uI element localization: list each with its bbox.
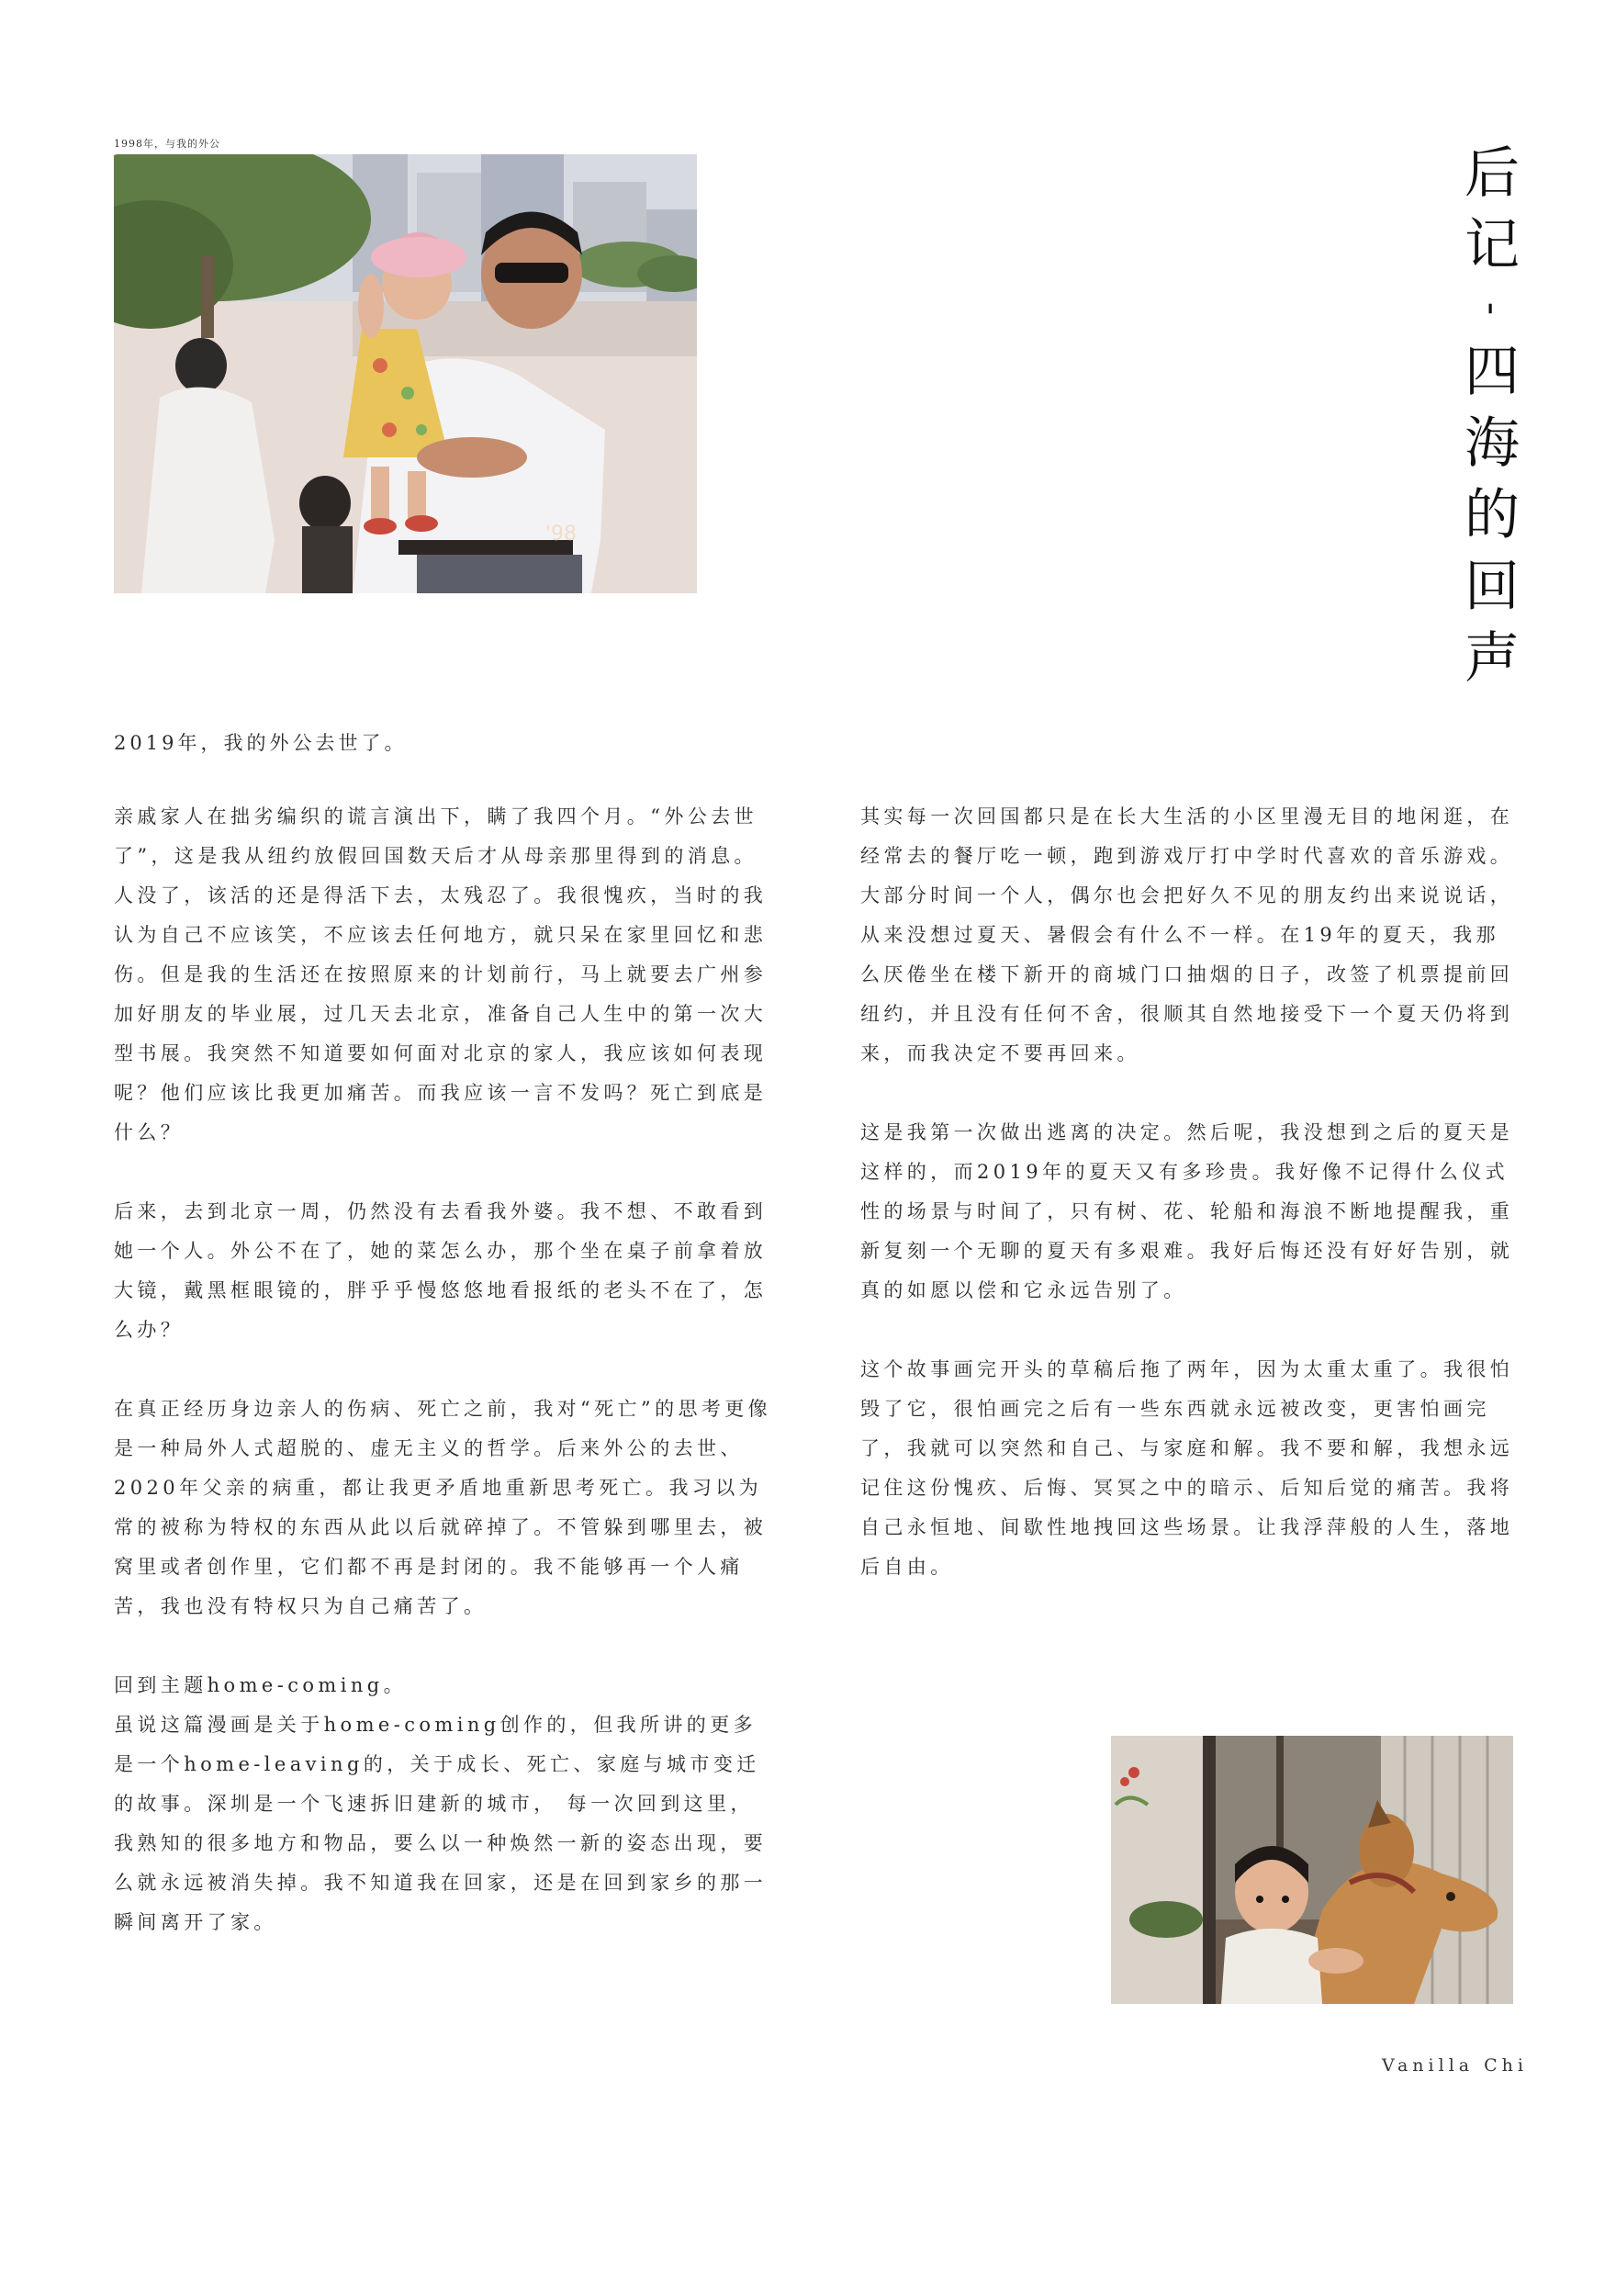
photo-illustration [114, 154, 697, 593]
left-column [114, 797, 775, 1982]
page-title [1455, 138, 1529, 694]
title-char: 回 [1464, 555, 1520, 619]
photo-date-stamp: '98 [545, 523, 578, 546]
photo-illustration [1111, 1736, 1513, 2004]
title-dash: - [1471, 301, 1513, 316]
author-signature: Vanilla Chi [1382, 2055, 1528, 2076]
title-char: 记 [1464, 213, 1520, 277]
title-char: 的 [1464, 483, 1520, 547]
title-char: 海 [1464, 411, 1520, 476]
title-char: 后 [1464, 141, 1520, 206]
paragraph: 在真正经历身边亲人的伤病、死亡之前，我对“死亡”的思考更像是一种局外人式超脱的、虚无主义的哲学。后来外公的去世、2020年父亲的病重，都让我更矛盾地重新思考死亡。我习以为常的被称为特权的东西从此以后就碎掉了。不管躲到哪里去，被窝里或者创作里，它们都不再是封闭的。我不能够再一个人痛苦，我也没有特权只为自己痛苦了。 [114, 1398, 772, 1617]
paragraph: 这个故事画完开头的草稿后拖了两年，因为太重太重了。我很怕毁了它，很怕画完之后有一些东西就永远被改变，更害怕画完了，我就可以突然和自己、与家庭和解。我不要和解，我想永远记住这份愧疚、后悔、冥冥之中的暗示、后知后觉的痛苦。我将自己永恒地、间歇性地拽回这些场景。让我浮萍般的人生，落地后自由。 [860, 1358, 1514, 1578]
title-char: 四 [1464, 340, 1520, 404]
right-column [860, 797, 1521, 1626]
paragraph: 这是我第一次做出逃离的决定。然后呢，我没想到之后的夏天是这样的，而2019年的夏天又有多珍贵。我好像不记得什么仪式性的场景与时间了，只有树、花、轮船和海浪不断地提醒我，重新复刻一个无聊的夏天有多艰难。我好后悔还没有好好告别，就真的如愿以偿和它永远告别了。 [860, 1121, 1514, 1301]
title-char: 声 [1464, 626, 1520, 691]
paragraph: 亲戚家人在拙劣编织的谎言演出下，瞒了我四个月。“外公去世了”，这是我从纽约放假回国数天后才从母亲那里得到的消息。人没了，该活的还是得活下去，太残忍了。我很愧疚，当时的我认为自己不应该笑，不应该去任何地方，就只呆在家里回忆和悲伤。但是我的生活还在按照原来的计划前行，马上就要去广州参加好朋友的毕业展，过几天去北京，准备自己人生中的第一次大型书展。我突然不知道要如何面对北京的家人，我应该如何表现呢？他们应该比我更加痛苦。而我应该一言不发吗？死亡到底是什么？ [114, 805, 768, 1143]
paragraph: 其实每一次回国都只是在长大生活的小区里漫无目的地闲逛，在经常去的餐厅吃一顿，跑到游戏厅打中学时代喜欢的音乐游戏。大部分时间一个人，偶尔也会把好久不见的朋友约出来说说话，从来没想过夏天、暑假会有什么不一样。在19年的夏天，我那么厌倦坐在楼下新开的商城门口抽烟的日子，改签了机票提前回纽约，并且没有任何不舍，很顺其自然地接受下一个夏天仍将到来，而我决定不要再回来。 [860, 805, 1514, 1064]
paragraph: 虽说这篇漫画是关于home-coming创作的，但我所讲的更多是一个home-leaving的，关于成长、死亡、家庭与城市变迁的故事。深圳是一个飞速拆旧建新的城市， 每一次回到这里，我熟知的很多地方和物品，要么以一种焕然一新的姿态出现，要么就永远被消失掉。我不知道我在回家，还是在回到家乡的那一瞬间离开了家。 [114, 1714, 768, 1933]
toddler-rocking-horse-photo [1111, 1736, 1513, 2004]
photo-caption: 1998年，与我的外公 [114, 138, 220, 150]
paragraph: 回到主题home-coming。 [114, 1674, 408, 1696]
paragraph: 后来，去到北京一周，仍然没有去看我外婆。我不想、不敢看到她一个人。外公不在了，她的菜怎么办，那个坐在桌子前拿着放大镜，戴黑框眼镜的，胖乎乎慢悠悠地看报纸的老头不在了，怎么办？ [114, 1200, 768, 1341]
lead-sentence: 2019年，我的外公去世了。 [114, 732, 408, 754]
family-photo-1998 [114, 154, 697, 593]
